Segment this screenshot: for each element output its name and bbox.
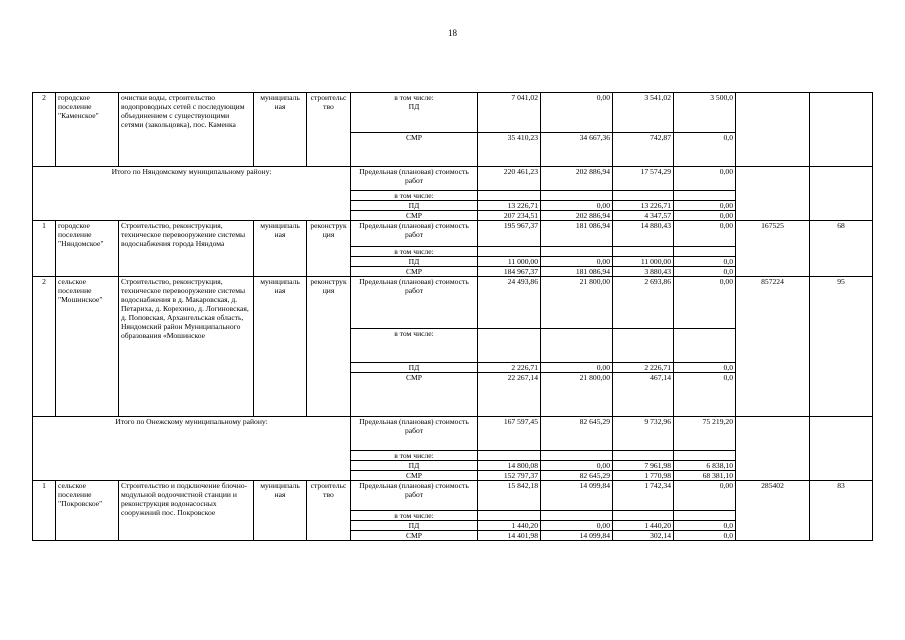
value-cell: 0,00 xyxy=(674,201,736,211)
settlement-cell: городское поселение "Няндомское" xyxy=(56,221,119,277)
pd-label: ПД xyxy=(351,201,478,211)
pd-label: ПД xyxy=(351,521,478,531)
value-cell: 3 541,02 xyxy=(613,93,674,133)
table-row xyxy=(33,167,873,191)
ownership-cell: муниципаль ная xyxy=(254,481,307,541)
value-cell: 0,00 xyxy=(541,201,613,211)
value-cell: 11 000,00 xyxy=(613,257,674,267)
object-cell: Строительство, реконструкция, техническое перевооружение системы водоснабжения в д. Макаровская, д. Петариха, д. Корехино, д. Логиновская, д. Поповская, Архангельская область, Няндомский район Муниципального образования «Мошинское xyxy=(119,277,254,417)
value-cell: 14 099,84 xyxy=(541,481,613,511)
smr-label: СМР xyxy=(351,133,478,167)
object-cell: Строительство, реконструкция, техническое перевооружение системы водоснабжения города Няндома xyxy=(119,221,254,277)
work-type-cell: реконструк ция xyxy=(307,277,351,417)
cost-label-cell: Предельная (плановая) стоимость работ xyxy=(351,167,478,191)
value-cell: 7 961,98 xyxy=(613,461,674,471)
percent-cell xyxy=(810,167,873,221)
value-cell: 11 000,00 xyxy=(478,257,541,267)
value-cell: 7 041,02 xyxy=(478,93,541,133)
work-type-cell: строительс тво xyxy=(307,93,351,167)
settlement-cell: сельское поселение "Мошинское" xyxy=(56,277,119,417)
percent-cell xyxy=(810,417,873,481)
ownership-cell: муниципаль ная xyxy=(254,93,307,167)
value-cell: 1 440,20 xyxy=(478,521,541,531)
value-cell: 75 219,20 xyxy=(674,417,736,451)
table-row xyxy=(33,221,873,247)
value-cell: 152 797,37 xyxy=(478,471,541,481)
value-cell: 181 086,94 xyxy=(541,267,613,277)
value-cell: 0,00 xyxy=(541,93,613,133)
value-cell: 0,00 xyxy=(674,277,736,329)
value-cell: 0,0 xyxy=(674,267,736,277)
value-cell: 3 880,43 xyxy=(613,267,674,277)
subtotal-title: Итого по Онежскому муниципальному району: xyxy=(33,417,351,481)
value-cell: 3 500,0 xyxy=(674,93,736,133)
settlement-cell: городское поселение "Каменское" xyxy=(56,93,119,167)
value-cell: 24 493,86 xyxy=(478,277,541,329)
row-number: 2 xyxy=(33,93,56,167)
percent-cell: 83 xyxy=(810,481,873,541)
value-cell: 34 667,36 xyxy=(541,133,613,167)
value-cell: 1 440,20 xyxy=(613,521,674,531)
cost-label-cell: Предельная (плановая) стоимость работ xyxy=(351,417,478,451)
cost-label-cell: Предельная (плановая) стоимость работ xyxy=(351,221,478,247)
sub-label: в том числе: xyxy=(351,191,478,201)
value-cell: 0,00 xyxy=(541,363,613,373)
value-cell: 13 226,71 xyxy=(613,201,674,211)
value-cell: 0,0 xyxy=(674,531,736,541)
value-cell: 14 099,84 xyxy=(541,531,613,541)
table-row xyxy=(33,93,873,133)
value-cell: 82 645,29 xyxy=(541,471,613,481)
smr-label: СМР xyxy=(351,267,478,277)
value-cell: 2 226,71 xyxy=(613,363,674,373)
value-cell: 0,0 xyxy=(674,373,736,417)
cost-label-cell: Предельная (плановая) стоимость работ xyxy=(351,481,478,511)
code-cell xyxy=(736,417,810,481)
value-cell: 14 880,43 xyxy=(613,221,674,247)
value-cell: 21 800,00 xyxy=(541,277,613,329)
value-cell: 0,00 xyxy=(674,211,736,221)
value-cell: 1 770,98 xyxy=(613,471,674,481)
row-number: 1 xyxy=(33,221,56,277)
code-cell: 857224 xyxy=(736,277,810,417)
cost-label-cell xyxy=(351,93,478,133)
sub-label: в том числе: xyxy=(394,93,434,102)
sub-label: в том числе: xyxy=(351,451,478,461)
value-cell: 0,0 xyxy=(674,257,736,267)
row-number: 1 xyxy=(33,481,56,541)
code-cell xyxy=(736,93,810,167)
value-cell: 17 574,29 xyxy=(613,167,674,191)
value-cell: 6 838,10 xyxy=(674,461,736,471)
percent-cell: 68 xyxy=(810,221,873,277)
smr-label: СМР xyxy=(351,211,478,221)
smr-label: СМР xyxy=(351,373,478,417)
ownership-cell: муниципаль ная xyxy=(254,221,307,277)
pd-label: ПД xyxy=(351,363,478,373)
code-cell xyxy=(736,167,810,221)
value-cell: 167 597,45 xyxy=(478,417,541,451)
value-cell: 0,00 xyxy=(674,481,736,511)
value-cell: 0,00 xyxy=(674,167,736,191)
value-cell: 21 800,00 xyxy=(541,373,613,417)
smr-label: СМР xyxy=(351,471,478,481)
row-number: 2 xyxy=(33,277,56,417)
pd-label: ПД xyxy=(351,461,478,471)
pd-label: ПД xyxy=(351,257,478,267)
percent-cell xyxy=(810,93,873,167)
sub-label: в том числе: xyxy=(351,511,478,521)
table-row xyxy=(33,277,873,329)
value-cell: 4 347,57 xyxy=(613,211,674,221)
ownership-cell: муниципаль ная xyxy=(254,277,307,417)
value-cell: 0,00 xyxy=(541,257,613,267)
value-cell: 2 693,86 xyxy=(613,277,674,329)
value-cell: 207 234,51 xyxy=(478,211,541,221)
value-cell: 22 267,14 xyxy=(478,373,541,417)
object-cell: очистки воды, строительство водопроводных сетей с последующим объединением с существующими сетями (закольцовка), пос. Каменка xyxy=(119,93,254,167)
value-cell: 14 800,08 xyxy=(478,461,541,471)
table-row xyxy=(33,481,873,511)
value-cell: 202 886,94 xyxy=(541,211,613,221)
value-cell: 0,00 xyxy=(674,221,736,247)
value-cell: 0,0 xyxy=(674,133,736,167)
work-type-cell: строительс тво xyxy=(307,481,351,541)
value-cell: 220 461,23 xyxy=(478,167,541,191)
value-cell: 467,14 xyxy=(613,373,674,417)
value-cell: 0,0 xyxy=(674,521,736,531)
value-cell: 1 742,34 xyxy=(613,481,674,511)
value-cell: 0,00 xyxy=(541,521,613,531)
value-cell: 0,0 xyxy=(674,363,736,373)
investment-program-table xyxy=(32,92,873,541)
value-cell: 302,14 xyxy=(613,531,674,541)
sub-label: в том числе: xyxy=(351,329,478,363)
code-cell: 285402 xyxy=(736,481,810,541)
value-cell: 35 410,23 xyxy=(478,133,541,167)
value-cell: 14 401,98 xyxy=(478,531,541,541)
value-cell: 742,87 xyxy=(613,133,674,167)
subtotal-title: Итого по Няндомскому муниципальному району: xyxy=(33,167,351,221)
value-cell: 2 226,71 xyxy=(478,363,541,373)
value-cell: 9 732,96 xyxy=(613,417,674,451)
page-number: 18 xyxy=(448,28,457,38)
value-cell: 181 086,94 xyxy=(541,221,613,247)
value-cell: 202 886,94 xyxy=(541,167,613,191)
work-type-cell: реконструк ция xyxy=(307,221,351,277)
table-row xyxy=(33,417,873,451)
value-cell: 82 645,29 xyxy=(541,417,613,451)
object-cell: Строительство и подключение блочно-модульной водоочистной станции и реконструкция водонасосных сооружений пос. Покровское xyxy=(119,481,254,541)
smr-label: СМР xyxy=(351,531,478,541)
value-cell: 195 967,37 xyxy=(478,221,541,247)
sub-label: в том числе: xyxy=(351,247,478,257)
value-cell: 68 381,10 xyxy=(674,471,736,481)
settlement-cell: сельское поселение "Покровское" xyxy=(56,481,119,541)
value-cell: 13 226,71 xyxy=(478,201,541,211)
code-cell: 167525 xyxy=(736,221,810,277)
percent-cell: 95 xyxy=(810,277,873,417)
value-cell: 15 842,18 xyxy=(478,481,541,511)
value-cell: 0,00 xyxy=(541,461,613,471)
value-cell: 184 967,37 xyxy=(478,267,541,277)
cost-label-cell: Предельная (плановая) стоимость работ xyxy=(351,277,478,329)
pd-label: ПД xyxy=(408,102,420,111)
